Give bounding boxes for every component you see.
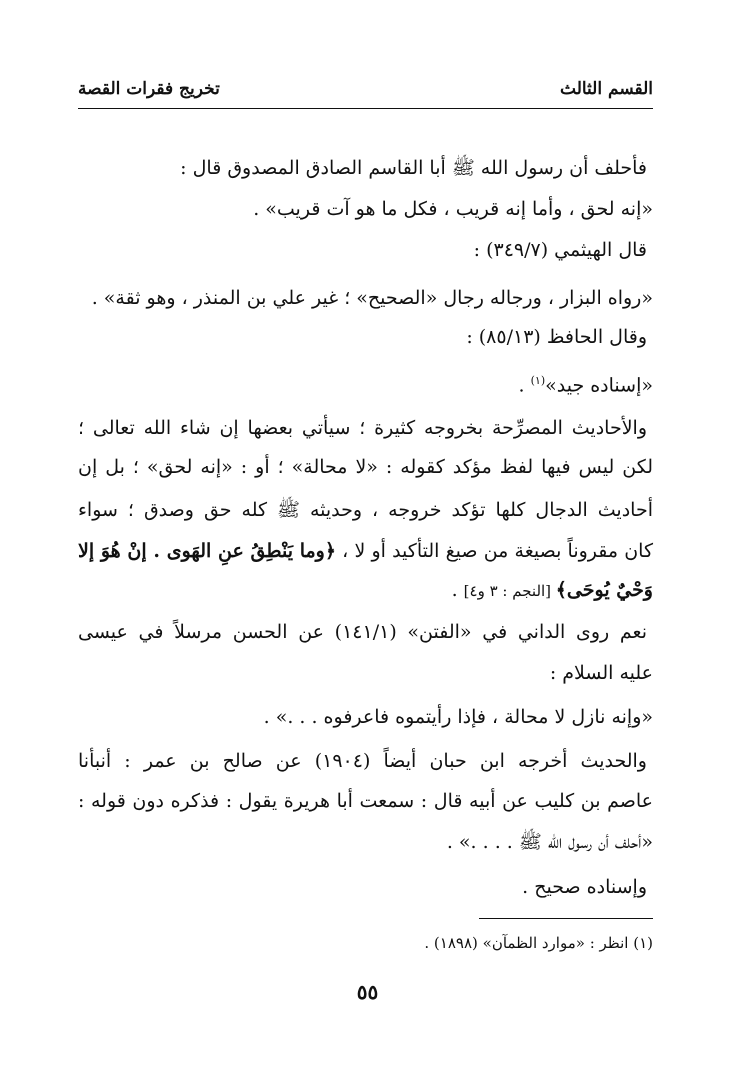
text-line: عليه السلام :: [549, 662, 653, 684]
punctuation: .: [451, 579, 464, 601]
text-line: «وإنه نازل لا محالة ، فإذا رأيتموه فاعرفوه . . .» .: [263, 706, 653, 728]
text-line: «إنه لحق ، وأما إنه قريب ، فكل ما هو آت قريب» .: [253, 198, 653, 220]
footnote: (١) انظر : «موارد الظمآن» (١٨٩٨) .: [424, 934, 653, 952]
text-line: فأحلف أن رسول الله ﷺ أبا القاسم الصادق المصدوق قال :: [180, 157, 647, 179]
text-line: «رواه البزار ، ورجاله رجال «الصحيح» ؛ غير علي بن المنذر ، وهو ثقة» .: [91, 287, 653, 309]
text-line: «أحلف أن رسول الله ﷺ . . . .» .: [446, 831, 653, 853]
quran-verse: وَحْيٌ يُوحَى﴾: [555, 579, 653, 601]
text-line: والحديث أخرجه ابن حبان أيضاً (١٩٠٤) عن صالح بن عمر : أنبأنا: [78, 750, 647, 772]
quote-text: «إسناده جيد»: [545, 374, 653, 397]
chapter-title: تخريج فقرات القصة: [78, 79, 220, 99]
text-line: قال الهيثمي (٣٤٩/٧) :: [473, 239, 647, 261]
section-label: القسم الثالث: [560, 79, 653, 99]
quran-verse: ﴿وما يَنْطِقُ عنِ الهَوى . إنْ هُوَ إلا: [78, 540, 336, 562]
footnote-rule: [479, 918, 653, 919]
text-segment: كان مقروناً بصيغة من صيغ التأكيد أو لا ،: [336, 540, 654, 562]
text-line: لكن ليس فيها لفظ مؤكد كقوله : «لا محالة» ؛ أو : «إنه لحق» ؛ بل إن: [78, 456, 653, 478]
page-number: ٥٥: [356, 980, 379, 1004]
text-line: وقال الحافظ (٨٥/١٣) :: [466, 326, 647, 348]
text-line: نعم روى الداني في «الفتن» (١٤١/١) عن الحسن مرسلاً في عيسى: [78, 621, 647, 643]
verse-reference: [النجم : ٣ و٤]: [463, 582, 556, 600]
text-line: عاصم بن كليب عن أبيه قال : سمعت أبا هريرة يقول : فذكره دون قوله :: [78, 790, 653, 812]
text-line: وإسناده صحيح .: [522, 876, 647, 898]
text-line: [78, 366, 653, 400]
text-line: [78, 536, 653, 566]
header-rule: [78, 108, 653, 109]
footnote-marker: (١): [530, 374, 546, 387]
punctuation: .: [518, 374, 531, 397]
text-line: أحاديث الدجال كلها تؤكد خروجه ، وحديثه ﷺ كله حق وصدق ؛ سواء: [78, 499, 653, 521]
running-header: [78, 72, 653, 106]
text-line: [78, 575, 653, 606]
text-line: والأحاديث المصرِّحة بخروجه كثيرة ؛ سيأتي بعضها إن شاء الله تعالى ؛: [78, 417, 647, 439]
